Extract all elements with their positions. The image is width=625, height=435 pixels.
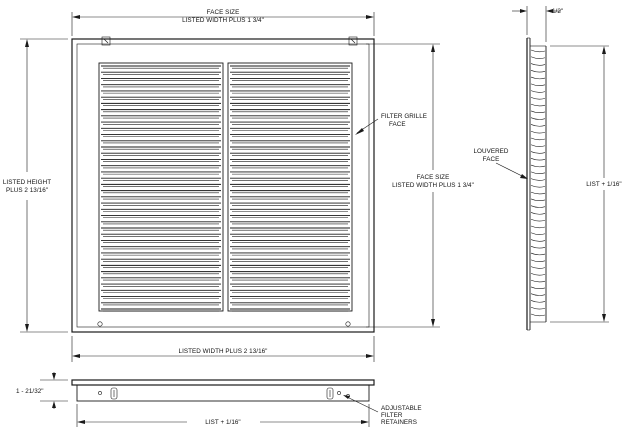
side-louver-blade [531, 253, 545, 255]
dimension-depth [40, 372, 68, 409]
side-louver-blade [531, 246, 545, 248]
listed-height-label: LISTED HEIGHT [2, 179, 52, 186]
retainers-sublabel-2: RETAINERS [381, 419, 418, 426]
retainers-sublabel-1: FILTER [381, 412, 403, 419]
side-louver-blade [531, 300, 545, 302]
bottom-view [72, 380, 374, 401]
half-inch-label: 1/2" [552, 8, 564, 15]
side-view [527, 38, 546, 330]
louver-rows-right [230, 66, 350, 311]
face-size-right-sublabel: LISTED WIDTH PLUS 1 3/4" [392, 182, 474, 189]
side-louver-blade [531, 118, 545, 120]
side-louver-blade [531, 145, 545, 147]
listed-width-bottom-label: LISTED WIDTH PLUS 2 13/16" [178, 348, 268, 355]
side-louver-blade [531, 185, 545, 187]
side-louver-blade [531, 260, 545, 262]
depth-label: 1 - 21/32" [16, 388, 44, 395]
callout-louvered-face [496, 163, 528, 179]
louvered-face-sublabel: FACE [482, 156, 500, 163]
side-louver-blade [531, 158, 545, 160]
side-louver-blade [531, 273, 545, 275]
side-louver-blade [531, 212, 545, 214]
side-louver-blade [531, 294, 545, 296]
side-louver-blade [531, 199, 545, 201]
side-louver-blade [531, 179, 545, 181]
side-louver-blade [531, 206, 545, 208]
side-louver-blade [531, 267, 545, 269]
side-louver-blade [531, 219, 545, 221]
louvered-face-label: LOUVERED [473, 148, 509, 155]
list-side-label: LIST + 1/16" [586, 181, 622, 188]
side-louver-blade [531, 192, 545, 194]
louver-rows-left [101, 66, 221, 311]
side-louver-blade [531, 240, 545, 242]
side-louver-blade [531, 280, 545, 282]
side-louver-blade [531, 165, 545, 167]
side-louver-blade [531, 287, 545, 289]
filter-grille-label: FILTER GRILLE [381, 113, 428, 120]
side-louver-blade [531, 111, 545, 113]
screw-hole-left [98, 322, 102, 326]
list-bottom-label: LIST + 1/16" [205, 419, 241, 426]
side-louver-blade [531, 307, 545, 309]
retainer-hole-left-1 [98, 391, 101, 394]
side-louver-blade [531, 64, 545, 66]
face-size-top-sublabel: LISTED WIDTH PLUS 1 3/4" [182, 17, 264, 24]
side-louver-blade [531, 84, 545, 86]
side-louver-blade [531, 172, 545, 174]
side-louver-blade [531, 131, 545, 133]
side-louver-blade [531, 97, 545, 99]
side-louver-blade [531, 77, 545, 79]
side-louver-blade [531, 104, 545, 106]
face-size-right-label: FACE SIZE [416, 174, 450, 181]
retainer-hole-right-1 [337, 391, 340, 394]
face-size-top-label: FACE SIZE [206, 9, 240, 16]
side-louver-blade [531, 124, 545, 126]
side-louver-blade [531, 57, 545, 59]
side-louver-blade [531, 50, 545, 52]
listed-height-sublabel: PLUS 2 13/16" [5, 187, 49, 194]
side-louver-blade [531, 70, 545, 72]
side-louver-blade [531, 91, 545, 93]
filter-grille-sublabel: FACE [389, 121, 406, 128]
side-louver-profile [531, 50, 545, 316]
side-louver-blade [531, 138, 545, 140]
retainers-label: ADJUSTABLE [381, 405, 422, 412]
front-view [72, 37, 374, 332]
side-louver-blade [531, 233, 545, 235]
callout-retainers [343, 395, 378, 412]
side-louver-blade [531, 152, 545, 154]
side-louver-blade [531, 314, 545, 316]
side-louver-blade [531, 226, 545, 228]
screw-hole-right [346, 322, 350, 326]
